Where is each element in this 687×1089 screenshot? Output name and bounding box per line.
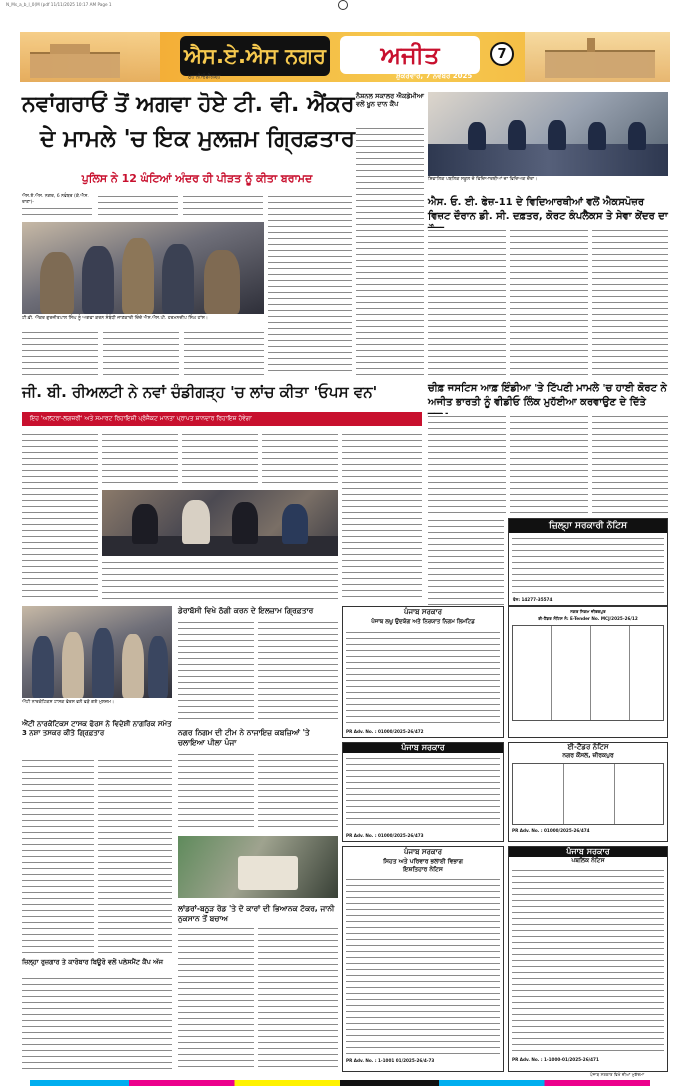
encroachment-body-col1	[178, 752, 254, 832]
print-slug: N_Ms_a_b_l_0(M (pdf 11/11/2025 10:17 AM Page 1	[6, 2, 112, 7]
narcotics-headline: ਐਂਟੀ ਨਾਰਕੋਟਿਕਸ ਟਾਸਕ ਫੋਰਸ ਨੇ ਵਿਦੇਸ਼ੀ ਨਾਗਰਿਕ ਸਮੇਤ 3 ਨਸ਼ਾ ਤਸਕਰ ਕੀਤੇ ਗ੍ਰਿਫ਼ਤਾਰ	[22, 720, 172, 737]
health-sub: ਇਸ਼ਤਿਹਾਰ ਨੋਟਿਸ	[403, 866, 443, 873]
court-body-col2	[510, 414, 588, 514]
district-notice-contact: ਫੋਨ: 14277-35574	[513, 597, 553, 602]
public-govt-label: ਪੰਜਾਬ ਸਰਕਾਰ	[509, 847, 667, 857]
court-body-col3	[592, 414, 668, 514]
lead-headline-line1: ਨਵਾਂਗਰਾਓਂ ਤੋਂ ਅਗਵਾ ਹੋਏ ਟੀ. ਵੀ. ਐਂਕਰ	[22, 92, 355, 117]
court-body-col4	[428, 518, 504, 606]
health-body	[346, 877, 500, 1055]
side-story-headline: ਨੈਸ਼ਨਲ ਸਕਾਲਰ ਐਕਡੇਮੀਆ ਵਲੋਂ ਖੂਨ ਦਾਨ ਕੈਂਪ	[356, 92, 424, 108]
etender-title: ਈ-ਟੈਂਡਰ ਨੋਟਿਸ	[567, 743, 609, 751]
camp-body	[22, 976, 172, 1072]
masthead	[20, 32, 670, 82]
encroachment-body-col2	[258, 752, 338, 832]
arrest-headline: ਡੇਰਾਬੱਸੀ ਵਿਖੇ ਠੱਗੀ ਕਰਨ ਦੇ ਇਲਜ਼ਾਮ ਗ੍ਰਿਫ਼ਤਾਰ	[178, 606, 314, 615]
lead-body-col1	[22, 206, 92, 220]
public-footer: ਪੰਜਾਬ ਸਰਕਾਰ ਵਿਖੇ ਦੀਆਂ ਮੁਕੱਦਮਾ	[590, 1072, 645, 1077]
side-story-photo	[428, 92, 668, 176]
lead-body-col5	[22, 330, 98, 376]
narcotics-photo-caption: ਐਂਟੀ ਨਾਰਕੋਟਿਕਸ ਟਾਸਕ ਫੋਰਸ ਵਲੋਂ ਫੜੇ ਗਏ ਮੁਲਜ਼ਮ।	[22, 700, 115, 705]
tender-psiec-box	[342, 606, 504, 738]
tender-govt-label: ਪੰਜਾਬ ਸਰਕਾਰ	[403, 608, 442, 616]
narcotics-body-col2	[98, 758, 172, 954]
court-story-headline: ਚੀਫ਼ ਜਸਟਿਸ ਆਫ਼ ਇੰਡੀਆ 'ਤੇ ਟਿੱਪਣੀ ਮਾਮਲੇ 'ਚ ਹਾਈ ਕੋਰਟ ਨੇ ਅਜੀਤ ਭਾਰਤੀ ਨੂੰ ਵੀਡੀਓ ਲਿੰਕ ਮੁਹੱਈਆ ਕਰਵਾਉਣ ਦੇ ਦਿੱਤੇ	[428, 383, 667, 408]
school-body-col2	[510, 228, 588, 376]
etender-pr-number: PR Adv. No. : 01000/2025-26/474	[512, 828, 590, 833]
launch-body-col4	[262, 432, 338, 486]
etender-table	[512, 763, 664, 825]
masthead-skyline-left	[20, 32, 160, 82]
arrest-body-col1	[178, 620, 254, 720]
camp-headline: ਜ਼ਿਲ੍ਹਾ ਰੁਜ਼ਗਾਰ ਤੇ ਕਾਰੋਬਾਰ ਬਿਊਰੋ ਵਲੋਂ ਪਲੇਸਮੈਂਟ ਕੈਂਪ ਅੱਜ	[22, 958, 163, 966]
public-notice-box	[508, 846, 668, 1072]
school-body-col3	[592, 228, 668, 376]
etender-box	[508, 742, 668, 842]
lead-subhead: ਪੁਲਿਸ ਨੇ 12 ਘੰਟਿਆਂ ਅੰਦਰ ਹੀ ਪੀੜਤ ਨੂੰ ਕੀਤਾ ਬਰਾਮਦ	[81, 172, 313, 185]
lead-photo-caption: ਟੀ.ਵੀ. ਐਂਕਰ ਗੁਰਜੀਤਪਾਲ ਸਿੰਘ ਨੂੰ ਅਗਵਾ ਕਰਨ ਸੰਬੰਧੀ ਜਾਣਕਾਰੀ ਦਿੰਦੇ ਐਸ.ਐਸ.ਪੀ. ਹਰਮਨਦੀਪ ਸਿੰਘ ਹਾਂਸ।	[22, 316, 208, 321]
tender1-pr-number: PR Adv. No. : 01000/2025-26/472	[346, 729, 424, 734]
district-notice-title: ਜ਼ਿਲ੍ਹਾ ਸਰਕਾਰੀ ਨੋਟਿਸ	[509, 519, 667, 533]
accident-body-col2	[258, 926, 338, 1072]
encroachment-headline: ਨਗਰ ਨਿਗਮ ਦੀ ਟੀਮ ਨੇ ਨਾਜਾਇਜ਼ ਕਬਜ਼ਿਆਂ 'ਤੇ ਚਲਾਇਆ ਪੀਲਾ ਪੰਜਾ	[178, 728, 310, 747]
tender-mcj-box	[508, 606, 668, 738]
launch-body-col6	[102, 560, 338, 602]
tender-mcj-ref: ਈ-ਟੈਂਡਰ ਨੋਟਿਸ ਨੰ: E-Tender No. MCJ/2025-26/12	[538, 616, 638, 622]
lead-dateline: ਐਸ.ਏ.ਐਸ. ਨਗਰ, 6 ਨਵੰਬਰ (ਕੇ.ਐਸ. ਰਾਣਾ)-	[22, 194, 89, 205]
lead-body-col2	[98, 194, 178, 220]
masthead-brand: ਅਜੀਤ	[340, 36, 480, 74]
registration-mark-icon	[338, 0, 348, 10]
masthead-section-title: ਐਸ.ਏ.ਐਸ ਨਗਰ	[180, 36, 330, 76]
arrest-body-col2	[258, 620, 338, 720]
masthead-skyline-right	[525, 32, 670, 82]
launch-body-col3	[182, 432, 258, 486]
lead-body-col3	[183, 194, 263, 220]
masthead-edition: ਮੁਹਾਲੀ/ਚੰਡੀਗੜ੍ਹ	[188, 74, 221, 80]
tender-mcj-sub: ਨਗਰ ਨਿਗਮ ਜ਼ੀਰਕਪੁਰ	[570, 609, 606, 614]
school-story-headline: ਐਸ. ਓ. ਈ. ਫੇਜ਼-11 ਦੇ ਵਿਦਿਆਰਥੀਆਂ ਵਲੋਂ ਐਕਸਪੋਜ਼ਰ ਵਿਜ਼ਟ ਦੌਰਾਨ ਡੀ. ਸੀ. ਦਫ਼ਤਰ, ਕੋਰਟ ਕੰਪਲੈਕਸ ਤੇ ਸੇਵਾ ਕੇਂਦਰ ਦਾ	[428, 197, 668, 222]
district-notice-box	[508, 518, 668, 606]
launch-body-col5	[342, 432, 422, 602]
tender2-body	[346, 756, 500, 830]
district-notice-body	[512, 536, 664, 594]
narcotics-photo	[22, 606, 172, 698]
lead-body-col7	[184, 330, 264, 376]
health-dept: ਸਿਹਤ ਅਤੇ ਪਰਿਵਾਰ ਭਲਾਈ ਵਿਭਾਗ	[383, 858, 463, 865]
lead-body-col6	[103, 330, 179, 376]
tender-box-2	[342, 742, 504, 842]
tender-govt-label-2: ਪੰਜਾਬ ਸਰਕਾਰ	[343, 743, 503, 753]
health-govt-label: ਪੰਜਾਬ ਸਰਕਾਰ	[403, 848, 442, 856]
lead-headline-line2: ਦੇ ਮਾਮਲੇ 'ਚ ਇਕ ਮੁਲਜ਼ਮ ਗ੍ਰਿਫ਼ਤਾਰ	[40, 126, 356, 152]
masthead-date: ਸ਼ੁੱਕਰਵਾਰ, 7 ਨਵੰਬਰ 2025	[396, 72, 473, 80]
side-story-body	[356, 126, 424, 376]
lead-photo	[22, 222, 264, 314]
accident-headline: ਲਾਂਡਰਾਂ-ਬਨੂੜ ਰੋਡ 'ਤੇ ਦੋ ਕਾਰਾਂ ਦੀ ਭਿਆਨਕ ਟੱਕਰ, ਜਾਨੀ ਨੁਕਸਾਨ ਤੋਂ ਬਚਾਅ	[178, 904, 335, 923]
page-number: 7	[490, 42, 514, 66]
tender1-body	[346, 630, 500, 726]
encroachment-photo	[178, 836, 338, 898]
launch-photo	[102, 490, 338, 556]
public-body	[512, 868, 664, 1054]
public-sub: ਪਬਲਿਕ ਨੋਟਿਸ	[571, 857, 605, 864]
launch-body-col2	[102, 432, 178, 486]
tender1-title: ਪੰਜਾਬ ਲਘੂ ਉਦਯੋਗ ਅਤੇ ਨਿਰਯਾਤ ਨਿਗਮ ਲਿਮਟਿਡ	[371, 619, 475, 625]
side-story-photo-caption: ਸ਼ਿਵਾਲਿਕ ਪਬਲਿਕ ਸਕੂਲ ਦੇ ਵਿਦਿਆਰਥੀਆਂ ਦਾ ਵਿਦਿਅਕ ਦੌਰਾ।	[428, 177, 538, 182]
launch-banner: ਇਹ 'ਅਲਟਰਾ-ਲਗਜ਼ਰੀ' ਅਤੇ ਸਮਾਰਟ ਰਿਹਾਇਸ਼ੀ ਪ੍ਰੋਜੈਕਟ ਮਾਨਤਾ ਪ੍ਰਾਪਤ ਸ਼ਾਨਦਾਰ ਰਿਹਾਇਸ਼ ਹੋਵੇਗਾ	[22, 412, 422, 426]
accident-body-col1	[178, 926, 254, 1072]
etender-council: ਨਗਰ ਕੌਂਸਲ, ਜ਼ੀਰਕਪੁਰ	[562, 752, 614, 759]
narcotics-body-col1	[22, 758, 94, 954]
lead-body-col4	[268, 194, 352, 376]
health-pr-number: PR Adv. No. : 1-1001 01/2025-26/4-73	[346, 1058, 435, 1063]
tender-mcj-table	[512, 625, 664, 721]
tender2-pr-number: PR Adv. No. : 01000/2025-26/473	[346, 833, 424, 838]
school-body-col1	[428, 228, 506, 376]
court-body-col1	[428, 414, 506, 514]
public-pr-number: PR Adv. No. : 1-1000-01/2025-26/471	[512, 1057, 599, 1062]
color-registration-strip	[30, 1080, 650, 1086]
health-notice-box	[342, 846, 504, 1072]
launch-headline: ਜੀ. ਬੀ. ਰੀਅਲਟੀ ਨੇ ਨਵਾਂ ਚੰਡੀਗੜ੍ਹ 'ਚ ਲਾਂਚ ਕੀਤਾ 'ਓਪਸ ਵਨ'	[22, 383, 378, 401]
launch-body-col1	[22, 432, 98, 602]
